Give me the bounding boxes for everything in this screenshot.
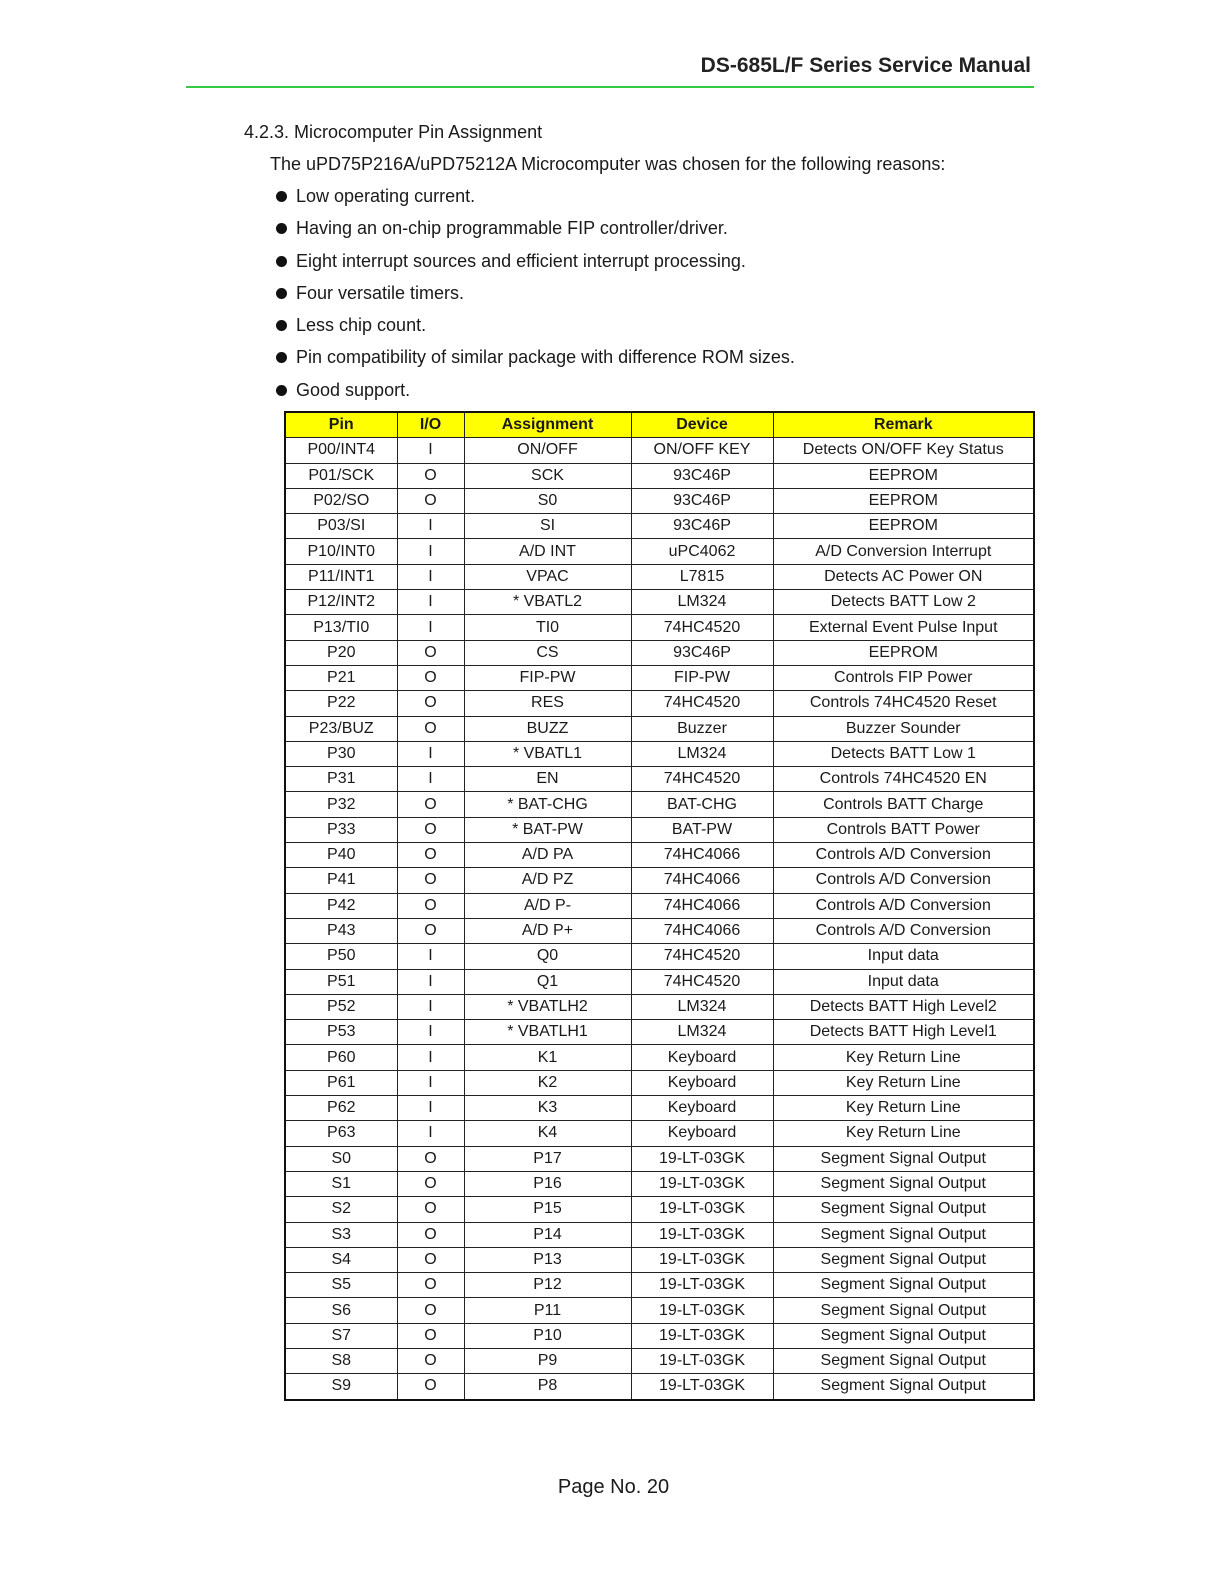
cell-io: O (397, 1374, 464, 1400)
cell-pin: P63 (285, 1121, 397, 1146)
list-item: Pin compatibility of similar package with difference ROM sizes. (276, 347, 795, 379)
cell-device: LM324 (631, 994, 773, 1019)
cell-device: BAT-CHG (631, 792, 773, 817)
cell-device: 19-LT-03GK (631, 1298, 773, 1323)
cell-pin: P60 (285, 1045, 397, 1070)
list-item: Less chip count. (276, 315, 795, 347)
bullet-icon (276, 320, 287, 331)
cell-io: O (397, 463, 464, 488)
bullet-icon (276, 223, 287, 234)
table-row (285, 1070, 1034, 1095)
cell-pin: P33 (285, 817, 397, 842)
cell-device: LM324 (631, 590, 773, 615)
cell-pin: P23/BUZ (285, 716, 397, 741)
cell-remark: Detects BATT High Level1 (773, 1020, 1034, 1045)
table-row (285, 564, 1034, 589)
cell-device: 19-LT-03GK (631, 1197, 773, 1222)
cell-io: I (397, 514, 464, 539)
cell-pin: P30 (285, 741, 397, 766)
cell-io: I (397, 615, 464, 640)
cell-device: 74HC4520 (631, 691, 773, 716)
cell-remark: Detects ON/OFF Key Status (773, 438, 1034, 463)
cell-pin: P61 (285, 1070, 397, 1095)
cell-device: FIP-PW (631, 665, 773, 690)
cell-remark: Controls BATT Charge (773, 792, 1034, 817)
cell-remark: Controls 74HC4520 EN (773, 767, 1034, 792)
column-header-io: I/O (397, 412, 464, 438)
cell-assignment: A/D P+ (464, 918, 631, 943)
cell-io: O (397, 1247, 464, 1272)
cell-remark: Segment Signal Output (773, 1146, 1034, 1171)
cell-pin: S3 (285, 1222, 397, 1247)
cell-assignment: P11 (464, 1298, 631, 1323)
table-row (285, 994, 1034, 1019)
cell-pin: P02/SO (285, 488, 397, 513)
cell-pin: S4 (285, 1247, 397, 1272)
cell-remark: Detects AC Power ON (773, 564, 1034, 589)
table-row (285, 1146, 1034, 1171)
cell-assignment: CS (464, 640, 631, 665)
list-item: Low operating current. (276, 186, 795, 218)
cell-remark: Segment Signal Output (773, 1197, 1034, 1222)
table-row (285, 640, 1034, 665)
table-row (285, 1374, 1034, 1400)
cell-device: LM324 (631, 1020, 773, 1045)
table-row (285, 1247, 1034, 1272)
cell-io: O (397, 792, 464, 817)
cell-io: O (397, 893, 464, 918)
cell-device: 74HC4066 (631, 893, 773, 918)
cell-io: O (397, 1323, 464, 1348)
cell-assignment: A/D P- (464, 893, 631, 918)
table-row (285, 488, 1034, 513)
cell-pin: S9 (285, 1374, 397, 1400)
cell-io: O (397, 1298, 464, 1323)
cell-assignment: K4 (464, 1121, 631, 1146)
cell-device: 19-LT-03GK (631, 1247, 773, 1272)
list-item: Good support. (276, 380, 795, 412)
cell-remark: Segment Signal Output (773, 1298, 1034, 1323)
cell-pin: S2 (285, 1197, 397, 1222)
cell-io: O (397, 1222, 464, 1247)
cell-pin: P03/SI (285, 514, 397, 539)
cell-device: L7815 (631, 564, 773, 589)
cell-io: I (397, 994, 464, 1019)
cell-assignment: Q0 (464, 944, 631, 969)
cell-io: O (397, 1197, 464, 1222)
cell-remark: Key Return Line (773, 1070, 1034, 1095)
cell-io: O (397, 640, 464, 665)
cell-remark: Segment Signal Output (773, 1348, 1034, 1373)
cell-pin: S5 (285, 1273, 397, 1298)
column-header-pin: Pin (285, 412, 397, 438)
cell-pin: P31 (285, 767, 397, 792)
table-header-row (285, 412, 1034, 438)
cell-remark: Segment Signal Output (773, 1323, 1034, 1348)
cell-io: O (397, 918, 464, 943)
cell-assignment: * VBATL2 (464, 590, 631, 615)
cell-remark: Segment Signal Output (773, 1222, 1034, 1247)
cell-remark: EEPROM (773, 488, 1034, 513)
cell-pin: P11/INT1 (285, 564, 397, 589)
cell-pin: S7 (285, 1323, 397, 1348)
table-row (285, 665, 1034, 690)
cell-io: O (397, 868, 464, 893)
cell-device: 19-LT-03GK (631, 1323, 773, 1348)
reasons-list (276, 186, 795, 412)
cell-remark: EEPROM (773, 514, 1034, 539)
cell-assignment: P9 (464, 1348, 631, 1373)
cell-device: 19-LT-03GK (631, 1222, 773, 1247)
table-body (285, 438, 1034, 1400)
cell-pin: P32 (285, 792, 397, 817)
cell-assignment: S0 (464, 488, 631, 513)
cell-device: 74HC4066 (631, 868, 773, 893)
cell-remark: Key Return Line (773, 1121, 1034, 1146)
table-row (285, 716, 1034, 741)
table-row (285, 1197, 1034, 1222)
cell-assignment: P17 (464, 1146, 631, 1171)
table-row (285, 514, 1034, 539)
bullet-icon (276, 352, 287, 363)
cell-device: 74HC4066 (631, 918, 773, 943)
cell-device: 93C46P (631, 640, 773, 665)
cell-assignment: P12 (464, 1273, 631, 1298)
cell-assignment: * VBATL1 (464, 741, 631, 766)
cell-remark: Input data (773, 944, 1034, 969)
list-item: Having an on-chip programmable FIP controller/driver. (276, 218, 795, 250)
cell-device: 93C46P (631, 514, 773, 539)
cell-pin: P12/INT2 (285, 590, 397, 615)
cell-io: O (397, 843, 464, 868)
cell-remark: EEPROM (773, 640, 1034, 665)
cell-device: Keyboard (631, 1045, 773, 1070)
cell-io: I (397, 590, 464, 615)
cell-device: 93C46P (631, 488, 773, 513)
cell-remark: Controls A/D Conversion (773, 893, 1034, 918)
cell-assignment: P16 (464, 1171, 631, 1196)
table-row (285, 1222, 1034, 1247)
table-row (285, 1045, 1034, 1070)
cell-device: 19-LT-03GK (631, 1171, 773, 1196)
cell-assignment: * BAT-CHG (464, 792, 631, 817)
cell-device: LM324 (631, 741, 773, 766)
cell-io: I (397, 1020, 464, 1045)
cell-pin: S1 (285, 1171, 397, 1196)
cell-pin: P53 (285, 1020, 397, 1045)
cell-remark: EEPROM (773, 463, 1034, 488)
cell-assignment: TI0 (464, 615, 631, 640)
column-header-device: Device (631, 412, 773, 438)
cell-pin: P22 (285, 691, 397, 716)
cell-assignment: A/D PZ (464, 868, 631, 893)
table-row (285, 438, 1034, 463)
column-header-remark: Remark (773, 412, 1034, 438)
cell-remark: Detects BATT Low 2 (773, 590, 1034, 615)
cell-remark: Buzzer Sounder (773, 716, 1034, 741)
cell-assignment: * VBATLH1 (464, 1020, 631, 1045)
cell-assignment: P13 (464, 1247, 631, 1272)
manual-title: DS-685L/F Series Service Manual (700, 54, 1031, 77)
cell-device: ON/OFF KEY (631, 438, 773, 463)
cell-io: I (397, 539, 464, 564)
header-divider (186, 86, 1034, 88)
table-row (285, 1171, 1034, 1196)
cell-pin: S0 (285, 1146, 397, 1171)
cell-io: O (397, 665, 464, 690)
table-row (285, 741, 1034, 766)
table-row (285, 463, 1034, 488)
cell-remark: Key Return Line (773, 1045, 1034, 1070)
cell-assignment: VPAC (464, 564, 631, 589)
table-row (285, 893, 1034, 918)
cell-remark: External Event Pulse Input (773, 615, 1034, 640)
cell-assignment: SI (464, 514, 631, 539)
cell-assignment: K1 (464, 1045, 631, 1070)
cell-assignment: Q1 (464, 969, 631, 994)
cell-assignment: P14 (464, 1222, 631, 1247)
table-row (285, 918, 1034, 943)
list-item: Four versatile timers. (276, 283, 795, 315)
table-row (285, 590, 1034, 615)
cell-pin: S8 (285, 1348, 397, 1373)
cell-io: I (397, 1121, 464, 1146)
table-row (285, 767, 1034, 792)
cell-remark: Segment Signal Output (773, 1171, 1034, 1196)
cell-remark: Controls FIP Power (773, 665, 1034, 690)
cell-assignment: BUZZ (464, 716, 631, 741)
cell-assignment: K3 (464, 1096, 631, 1121)
cell-io: O (397, 1273, 464, 1298)
cell-io: O (397, 817, 464, 842)
cell-io: I (397, 1070, 464, 1095)
bullet-icon (276, 385, 287, 396)
cell-device: 74HC4520 (631, 767, 773, 792)
cell-device: 19-LT-03GK (631, 1273, 773, 1298)
cell-pin: S6 (285, 1298, 397, 1323)
cell-device: 19-LT-03GK (631, 1146, 773, 1171)
cell-device: 74HC4520 (631, 944, 773, 969)
cell-remark: Controls A/D Conversion (773, 843, 1034, 868)
cell-device: Keyboard (631, 1096, 773, 1121)
cell-assignment: A/D INT (464, 539, 631, 564)
cell-io: O (397, 488, 464, 513)
cell-remark: Controls A/D Conversion (773, 918, 1034, 943)
cell-io: O (397, 1146, 464, 1171)
cell-remark: A/D Conversion Interrupt (773, 539, 1034, 564)
cell-pin: P52 (285, 994, 397, 1019)
pin-assignment-table (284, 411, 1035, 1401)
cell-io: I (397, 1045, 464, 1070)
cell-pin: P20 (285, 640, 397, 665)
cell-remark: Detects BATT High Level2 (773, 994, 1034, 1019)
table-row (285, 817, 1034, 842)
table-row (285, 1121, 1034, 1146)
cell-io: I (397, 944, 464, 969)
bullet-icon (276, 256, 287, 267)
table-row (285, 539, 1034, 564)
cell-pin: P21 (285, 665, 397, 690)
cell-io: I (397, 969, 464, 994)
list-item: Eight interrupt sources and efficient interrupt processing. (276, 251, 795, 283)
page-number: Page No. 20 (557, 1476, 670, 1498)
cell-assignment: * VBATLH2 (464, 994, 631, 1019)
cell-pin: P01/SCK (285, 463, 397, 488)
table-row (285, 691, 1034, 716)
cell-device: 19-LT-03GK (631, 1348, 773, 1373)
cell-device: 93C46P (631, 463, 773, 488)
cell-remark: Key Return Line (773, 1096, 1034, 1121)
cell-io: I (397, 1096, 464, 1121)
cell-io: I (397, 741, 464, 766)
table-row (285, 1298, 1034, 1323)
table-row (285, 1348, 1034, 1373)
cell-io: O (397, 716, 464, 741)
cell-assignment: P15 (464, 1197, 631, 1222)
cell-assignment: A/D PA (464, 843, 631, 868)
bullet-icon (276, 288, 287, 299)
table-row (285, 868, 1034, 893)
table-row (285, 615, 1034, 640)
cell-pin: P51 (285, 969, 397, 994)
cell-io: O (397, 1171, 464, 1196)
cell-io: I (397, 564, 464, 589)
cell-pin: P41 (285, 868, 397, 893)
cell-assignment: RES (464, 691, 631, 716)
cell-assignment: K2 (464, 1070, 631, 1095)
cell-remark: Segment Signal Output (773, 1247, 1034, 1272)
table-row (285, 1323, 1034, 1348)
cell-device: 74HC4066 (631, 843, 773, 868)
cell-device: Keyboard (631, 1121, 773, 1146)
cell-device: 74HC4520 (631, 615, 773, 640)
cell-assignment: P8 (464, 1374, 631, 1400)
cell-remark: Input data (773, 969, 1034, 994)
cell-pin: P13/TI0 (285, 615, 397, 640)
table-row (285, 792, 1034, 817)
table-row (285, 969, 1034, 994)
cell-pin: P50 (285, 944, 397, 969)
cell-device: Buzzer (631, 716, 773, 741)
cell-io: O (397, 1348, 464, 1373)
cell-remark: Segment Signal Output (773, 1374, 1034, 1400)
cell-assignment: ON/OFF (464, 438, 631, 463)
cell-assignment: * BAT-PW (464, 817, 631, 842)
table-row (285, 843, 1034, 868)
intro-paragraph: The uPD75P216A/uPD75212A Microcomputer was chosen for the following reasons: (270, 154, 946, 174)
cell-assignment: SCK (464, 463, 631, 488)
section-title: 4.2.3. Microcomputer Pin Assignment (244, 122, 543, 142)
table-row (285, 1020, 1034, 1045)
cell-pin: P62 (285, 1096, 397, 1121)
cell-remark: Detects BATT Low 1 (773, 741, 1034, 766)
cell-remark: Controls 74HC4520 Reset (773, 691, 1034, 716)
table-row (285, 1273, 1034, 1298)
cell-device: BAT-PW (631, 817, 773, 842)
table-row (285, 1096, 1034, 1121)
cell-pin: P42 (285, 893, 397, 918)
cell-pin: P00/INT4 (285, 438, 397, 463)
cell-pin: P10/INT0 (285, 539, 397, 564)
cell-remark: Controls A/D Conversion (773, 868, 1034, 893)
cell-io: I (397, 767, 464, 792)
cell-device: 19-LT-03GK (631, 1374, 773, 1400)
cell-assignment: FIP-PW (464, 665, 631, 690)
cell-pin: P43 (285, 918, 397, 943)
cell-io: O (397, 691, 464, 716)
cell-device: Keyboard (631, 1070, 773, 1095)
cell-remark: Controls BATT Power (773, 817, 1034, 842)
cell-assignment: EN (464, 767, 631, 792)
cell-pin: P40 (285, 843, 397, 868)
column-header-assignment: Assignment (464, 412, 631, 438)
cell-assignment: P10 (464, 1323, 631, 1348)
cell-io: I (397, 438, 464, 463)
cell-remark: Segment Signal Output (773, 1273, 1034, 1298)
cell-device: 74HC4520 (631, 969, 773, 994)
cell-device: uPC4062 (631, 539, 773, 564)
table-row (285, 944, 1034, 969)
bullet-icon (276, 191, 287, 202)
